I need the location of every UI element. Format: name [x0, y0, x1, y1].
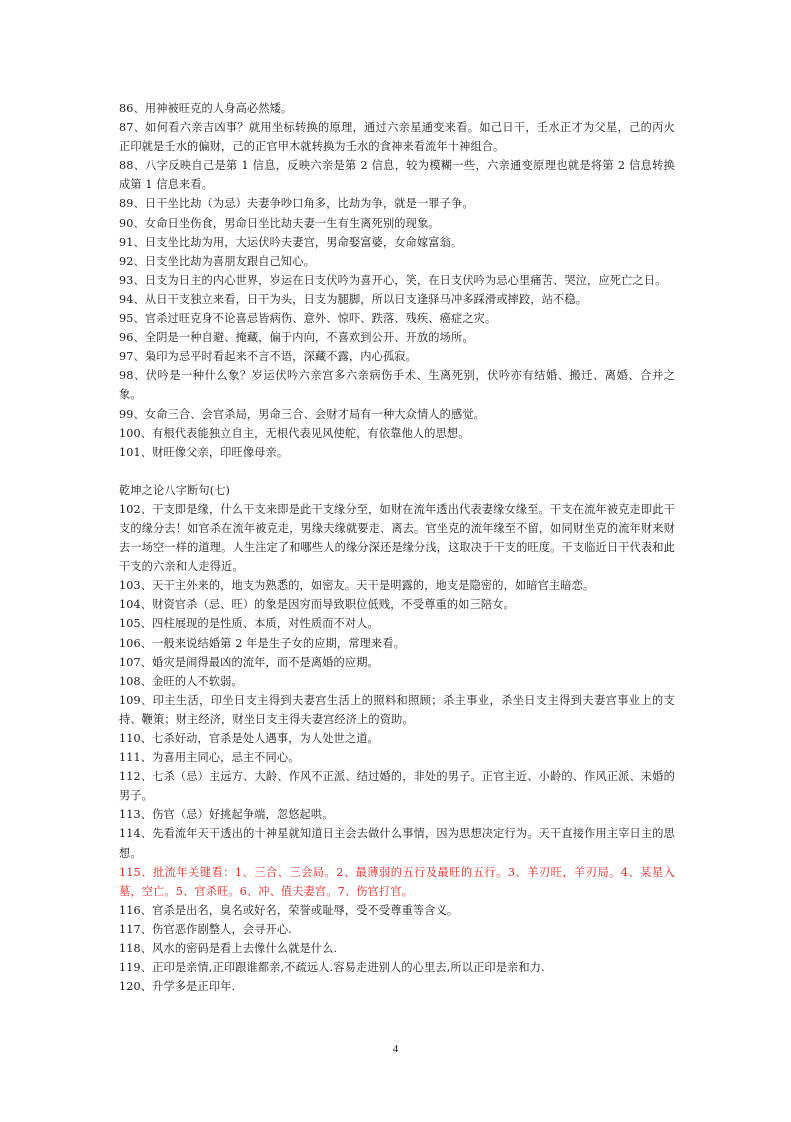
list-item: 89、日干坐比劫（为忌）夫妻争吵口角多，比劫为争，就是一罪子争。	[119, 197, 474, 211]
list-item: 102、干支即是缘，什么干支来即是此干支缘分至，如财在流年透出代表妻缘女缘至。干支在流年被克走即此干支的缘分去！如官杀在流年被克走，男缘夫缘就要走、离去。官坐克的流年缘至不留，如同财坐克的流年财来财去一场空一样的道理。人生注定了和哪些人的缘分深还是缘分浅，这取决于干支的旺度。干支临近日干代表和此干支的六亲和人走得近。	[119, 502, 675, 574]
list-item: 106、一般来说结婚第 2 年是生子女的应期，常理来看。	[119, 636, 405, 650]
list-item: 94、从日干支独立来看，日干为头，日支为腿脚，所以日支逢驿马冲多踩滑或摔跤，站不稳。	[119, 292, 588, 306]
list-item: 101、财旺像父亲，印旺像母亲。	[119, 445, 289, 459]
list-item: 104、财资官杀（忌、旺）的象是因穷而导致职位低贱，不受尊重的如三陪女。	[119, 598, 515, 612]
item-list-c	[119, 901, 675, 996]
list-item: 116、官杀是出名，臭名或好名，荣誉或耻辱，受不受尊重等含义。	[119, 903, 459, 917]
list-item: 88、八字反映自己是第 1 信息，反映六亲是第 2 信息，较为模糊一些，六亲通变原理也就是将第 2 信息转换成第 1 信息来看。	[119, 159, 675, 192]
list-item: 87、如何看六亲吉凶事？就用坐标转换的原理，通过六亲星通变来看。如己日干，壬水正才为父星，己的丙火正印就是壬水的偏财，己的正官甲木就转换为壬水的食神来看流年十神组合。	[119, 121, 675, 154]
list-item: 111、为喜用主同心，忌主不同心。	[119, 751, 300, 765]
list-item: 105、四柱展现的是性质、本质，对性质而不对人。	[119, 617, 379, 631]
list-item: 103、天干主外来的，地支为熟悉的，如密友。天干是明露的，地支是隐密的，如暗官主暗恋。	[119, 579, 595, 593]
list-item: 86、用神被旺克的人身高必然矮。	[119, 102, 293, 115]
list-item: 107、婚灾是闹得最凶的流年，而不是离婚的应期。	[119, 655, 379, 669]
list-item: 114、先看流年天干透出的十神星就知道日主会去做什么事情，因为思想决定行为。天干直接作用主宰日主的思想。	[119, 827, 675, 860]
document-body	[119, 99, 675, 996]
list-item: 108、金旺的人不软弱。	[119, 674, 243, 688]
list-item: 100、有根代表能独立自主，无根代表见风使舵，有依靠他人的思想。	[119, 426, 470, 440]
list-item: 118、风水的密码是看上去像什么就是什么.	[119, 942, 338, 956]
list-item: 110、七杀好动，官杀是处人遇事，为人处世之道。	[119, 732, 379, 745]
list-item: 95、官杀过旺克身不论喜忌皆病伤、意外、惊吓、跌落、残疾、癌症之灾。	[119, 312, 497, 326]
list-item: 113、伤官（忌）好挑起争端，忽悠起哄。	[119, 808, 334, 822]
page-number: 4	[392, 1043, 399, 1055]
list-item: 99、女命三合、会官杀局，男命三合、会财才局有一种大众情人的感觉。	[119, 407, 485, 421]
list-item: 97、枭印为忌平时看起来不言不语，深藏不露，内心孤寂。	[119, 350, 417, 364]
list-item: 96、全阴是一种自避、掩藏，偏于内向，不喜欢到公开、开放的场所。	[119, 331, 474, 345]
list-item: 92、日支坐比劫为喜朋友跟自己知心。	[119, 254, 315, 268]
item-list-b	[119, 500, 675, 863]
item-list-a	[119, 99, 675, 462]
highlighted-item: 115、批流年关键看：1、三合、三会局。2、最薄弱的五行及最旺的五行。3、羊刃旺，羊刃局。4、某星入墓，空亡。5、官杀旺。6、冲、值夫妻宫。7、伤官打官。	[119, 865, 675, 898]
list-item: 112、七杀（忌）主远方、大龄、作风不正派、结过婚的，非处的男子。正官主近、小龄的、作风正派、未婚的男子。	[119, 770, 675, 803]
list-item: 90、女命日坐伤食，男命日坐比劫夫妻一生有生离死别的现象。	[119, 216, 440, 230]
list-item: 120、升学多是正印年.	[119, 980, 236, 994]
list-item: 93、日支为日主的内心世界，岁运在日支伏吟为喜开心，笑，在日支伏吟为忌心里痛苦、哭泣，应死亡之日。	[119, 273, 667, 287]
list-item: 98、伏吟是一种什么象？岁运伏吟六亲宫多六亲病伤手术、生离死别，伏吟亦有结婚、搬迁、离婚、合并之象。	[119, 369, 675, 402]
section-title: 乾坤之论八字断句(七)	[119, 483, 231, 497]
list-item: 119、正印是亲情,正印跟谁都亲,不疏远人.容易走进别人的心里去,所以正印是亲和力.	[119, 961, 545, 975]
list-item: 91、日支坐比劫为用，大运伏吟夫妻宫，男命娶富婆，女命嫁富翁。	[119, 235, 463, 249]
list-item: 109、印主生活，印坐日支主得到夫妻宫生活上的照料和照顾；杀主事业，杀坐日支主得到夫妻宫事业上的支持、鞭策；财主经济，财坐日支主得夫妻宫经济上的资助。	[119, 693, 675, 726]
list-item: 117、伤官恶作剧整人，会寻开心.	[119, 922, 292, 936]
